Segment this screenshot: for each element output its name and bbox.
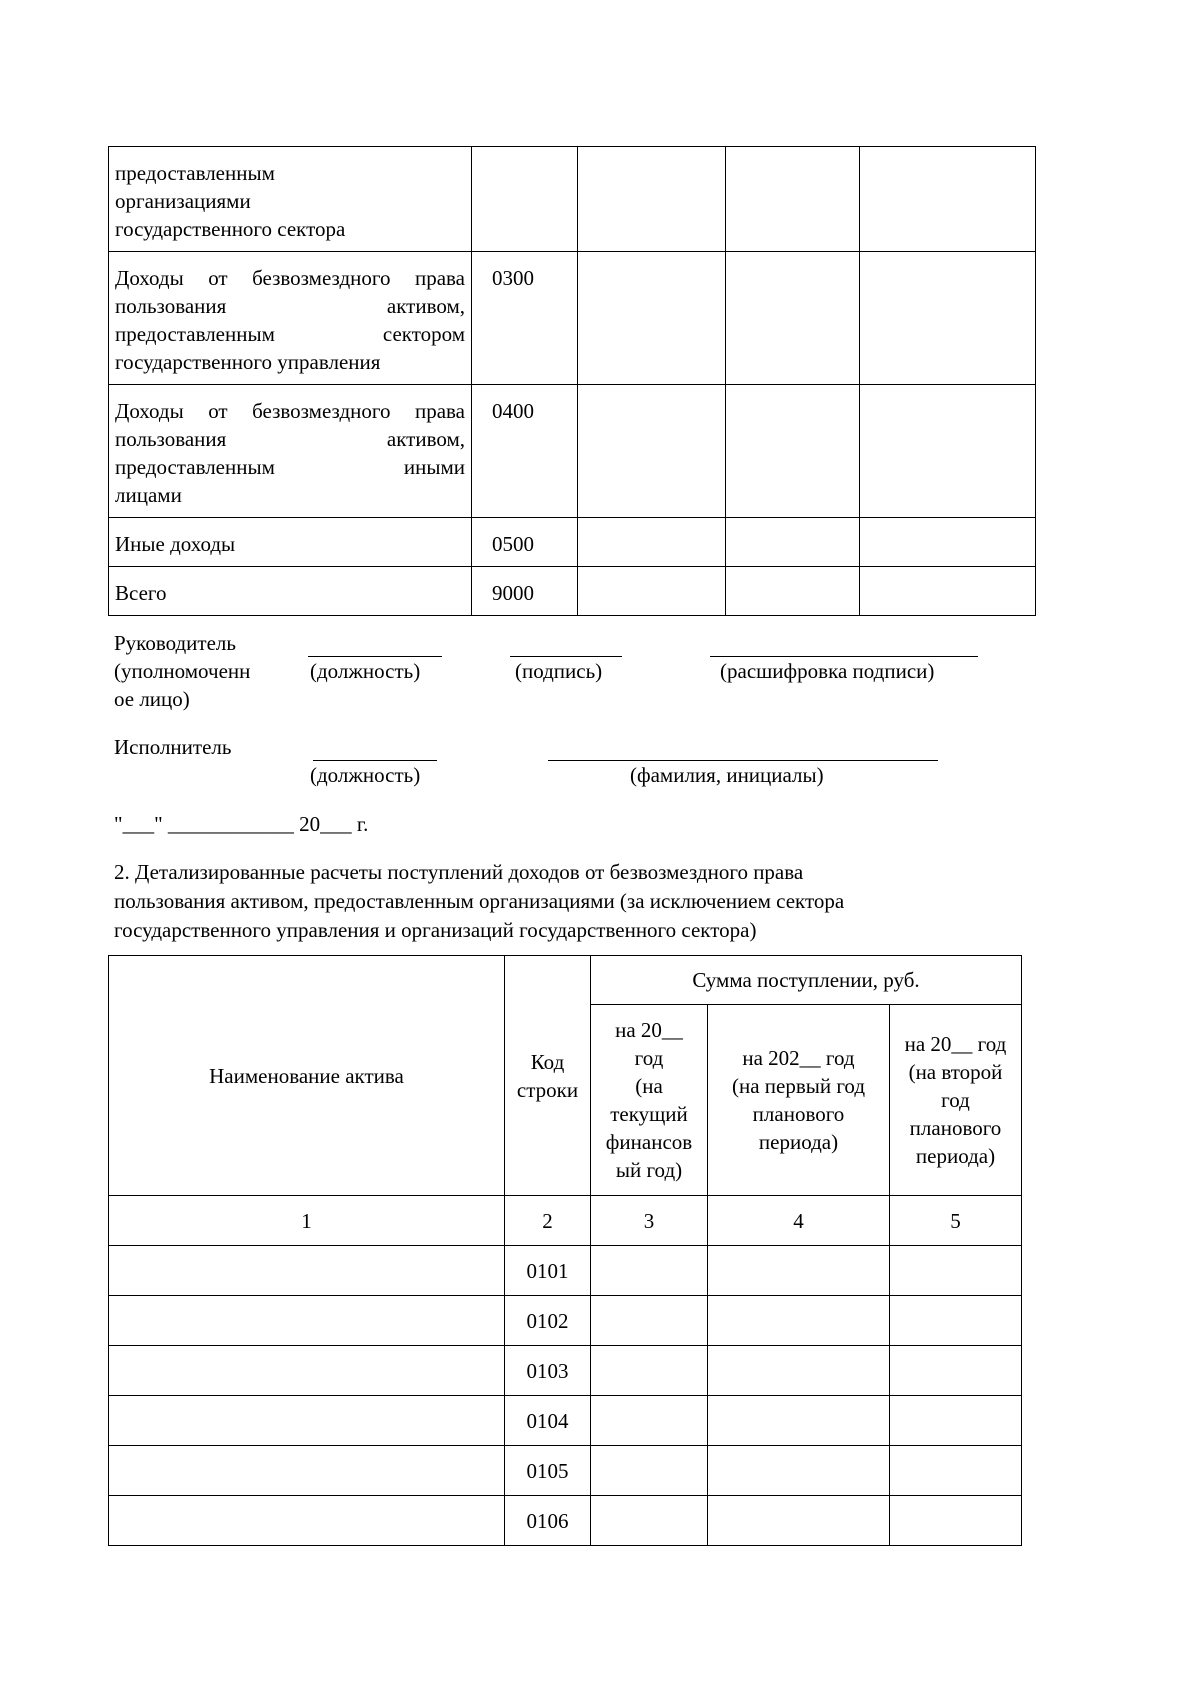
value-cell[interactable]: [578, 518, 726, 567]
first-plan-year-header: на 202__ год (на первый год планового периода): [708, 1005, 890, 1196]
value-cell[interactable]: [591, 1246, 708, 1296]
row-code-cell: 0300: [472, 252, 578, 385]
value-cell[interactable]: [708, 1296, 890, 1346]
executor-label: Исполнитель: [114, 735, 232, 759]
asset-name-cell[interactable]: [109, 1496, 505, 1546]
table-row: [109, 147, 1036, 252]
code-header: Код строки: [505, 956, 591, 1196]
detailed-calculation-table: [108, 955, 1022, 1546]
row-code-cell: [472, 147, 578, 252]
value-cell[interactable]: [890, 1346, 1022, 1396]
column-number: 1: [109, 1196, 505, 1246]
row-name-cell: предоставленным организациями государственного сектора: [109, 147, 472, 252]
value-cell[interactable]: [578, 147, 726, 252]
signature-caption: (подпись): [515, 659, 603, 683]
value-cell[interactable]: [890, 1496, 1022, 1546]
value-cell[interactable]: [726, 252, 860, 385]
row-code-cell: 0103: [505, 1346, 591, 1396]
value-cell[interactable]: [708, 1446, 890, 1496]
value-cell[interactable]: [860, 147, 1036, 252]
row-code-cell: 0105: [505, 1446, 591, 1496]
value-cell[interactable]: [591, 1346, 708, 1396]
value-cell[interactable]: [890, 1246, 1022, 1296]
row-code-cell: 0102: [505, 1296, 591, 1346]
asset-name-cell[interactable]: [109, 1296, 505, 1346]
date-line: "___" ____________ 20___ г.: [114, 812, 369, 836]
asset-name-cell[interactable]: [109, 1246, 505, 1296]
row-code-cell: 0106: [505, 1496, 591, 1546]
asset-name-header: Наименование актива: [109, 956, 505, 1196]
column-number-row: [109, 1196, 1022, 1246]
value-cell[interactable]: [860, 252, 1036, 385]
table-row: [109, 1296, 1022, 1346]
asset-name-cell[interactable]: [109, 1346, 505, 1396]
row-code-cell: 0400: [472, 385, 578, 518]
decoding-caption: (расшифровка подписи): [720, 659, 935, 683]
value-cell[interactable]: [890, 1446, 1022, 1496]
row-name-cell: Доходы от безвозмездного права пользования активом, предоставленным иными лицами: [109, 385, 472, 518]
value-cell[interactable]: [591, 1396, 708, 1446]
head-label: Руководитель (уполномоченн ое лицо): [114, 631, 251, 711]
value-cell[interactable]: [890, 1396, 1022, 1446]
table-row: [109, 1446, 1022, 1496]
value-cell[interactable]: [708, 1246, 890, 1296]
value-cell[interactable]: [591, 1446, 708, 1496]
column-number: 3: [591, 1196, 708, 1246]
value-cell[interactable]: [708, 1346, 890, 1396]
executor-name-caption: (фамилия, инициалы): [630, 763, 824, 787]
asset-name-cell[interactable]: [109, 1396, 505, 1446]
second-plan-year-header: на 20__ год (на второй год планового периода): [890, 1005, 1022, 1196]
table-header-row: [109, 956, 1022, 1005]
column-number: 5: [890, 1196, 1022, 1246]
column-number: 2: [505, 1196, 591, 1246]
row-code-cell: 0104: [505, 1396, 591, 1446]
position-caption: (должность): [310, 659, 421, 683]
value-cell[interactable]: [578, 252, 726, 385]
table-row: [109, 252, 1036, 385]
value-cell[interactable]: [860, 567, 1036, 616]
table-row: [109, 518, 1036, 567]
value-cell[interactable]: [591, 1296, 708, 1346]
value-cell[interactable]: [726, 147, 860, 252]
sum-group-header: Сумма поступлении, руб.: [591, 956, 1022, 1005]
row-code-cell: 0101: [505, 1246, 591, 1296]
table-row: [109, 1396, 1022, 1446]
income-table: [108, 146, 1036, 616]
row-code-cell: 0500: [472, 518, 578, 567]
value-cell[interactable]: [708, 1496, 890, 1546]
value-cell[interactable]: [726, 567, 860, 616]
current-year-header: на 20__ год (на текущий финансов ый год): [591, 1005, 708, 1196]
table-row: [109, 1346, 1022, 1396]
row-name-cell: Иные доходы: [109, 518, 472, 567]
value-cell[interactable]: [860, 385, 1036, 518]
value-cell[interactable]: [726, 385, 860, 518]
value-cell[interactable]: [591, 1496, 708, 1546]
table-row: [109, 1496, 1022, 1546]
column-number: 4: [708, 1196, 890, 1246]
table-row: [109, 567, 1036, 616]
section-2-heading: 2. Детализированные расчеты поступлений доходов от безвозмездного права пользования активом, предоставленным организациями (за исключением сектора государственного управления и организаций государственного сектора): [114, 860, 845, 942]
asset-name-cell[interactable]: [109, 1446, 505, 1496]
row-code-cell: 9000: [472, 567, 578, 616]
row-name-cell: Всего: [109, 567, 472, 616]
table-row: [109, 1246, 1022, 1296]
value-cell[interactable]: [860, 518, 1036, 567]
executor-position-caption: (должность): [310, 763, 421, 787]
table-row: [109, 385, 1036, 518]
row-name-cell: Доходы от безвозмездного права пользования активом, предоставленным сектором государственного управления: [109, 252, 472, 385]
value-cell[interactable]: [578, 567, 726, 616]
value-cell[interactable]: [890, 1296, 1022, 1346]
value-cell[interactable]: [708, 1396, 890, 1446]
value-cell[interactable]: [726, 518, 860, 567]
value-cell[interactable]: [578, 385, 726, 518]
